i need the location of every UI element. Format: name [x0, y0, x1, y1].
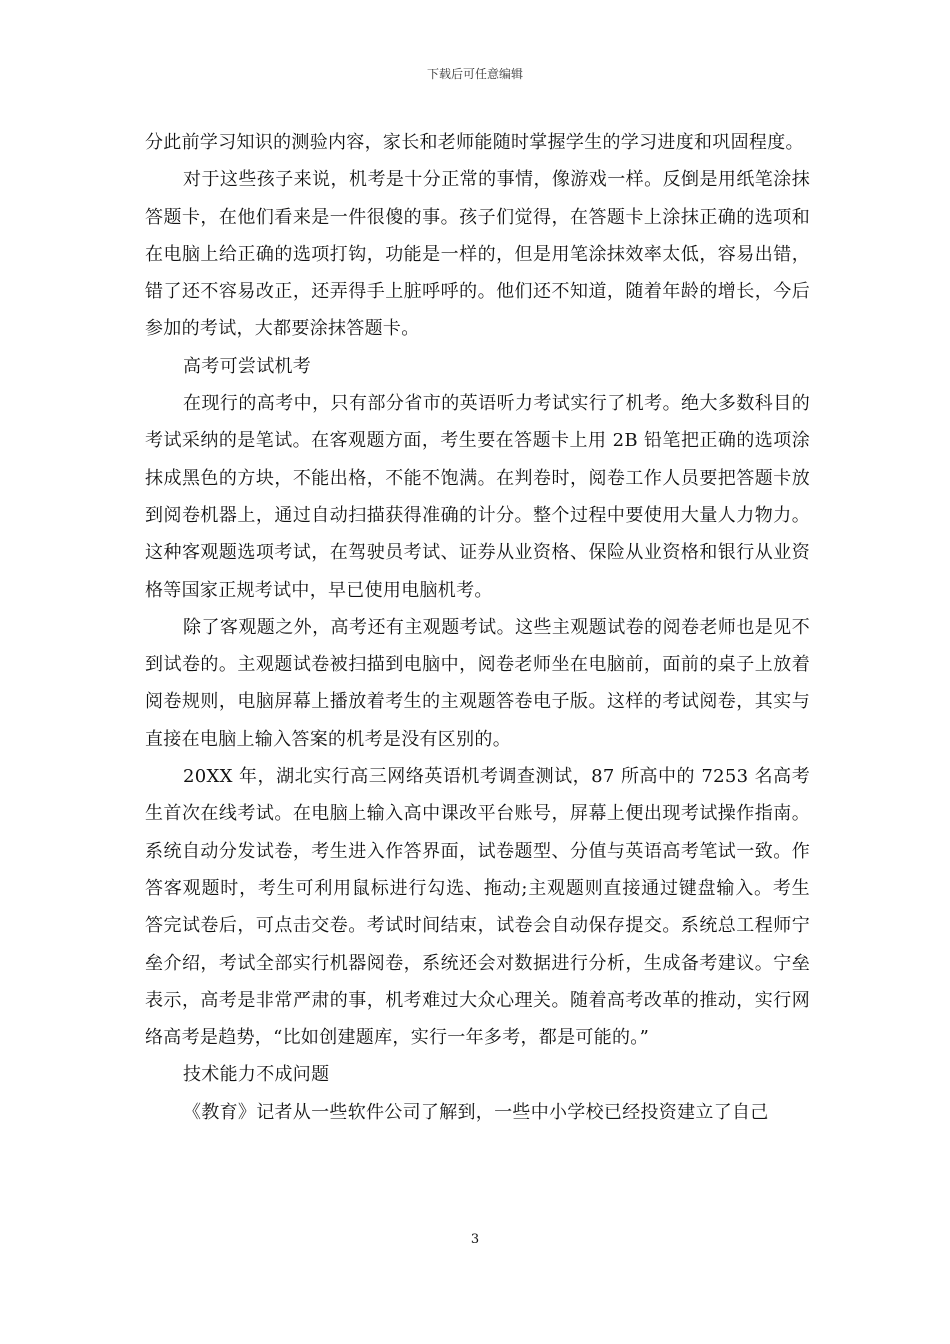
page-number: 3 [470, 1232, 480, 1247]
paragraph: 《教育》记者从一些软件公司了解到，一些中小学校已经投资建立了自己 [183, 1101, 769, 1123]
page-header: 下载后可任意编辑 [426, 67, 523, 81]
paragraph: 除了客观题之外，高考还有主观题考试。这些主观题试卷的阅卷老师也是见不到试卷的。主观题试卷被扫描到电脑中，阅卷老师坐在电脑前，面前的桌子上放着阅卷规则，电脑屏幕上播放着考生的主观题答卷电子版。这样的考试阅卷，其实与直接在电脑上输入答案的机考是没有区别的。 [145, 616, 810, 750]
paragraph: 分此前学习知识的测验内容，家长和老师能随时掌握学生的学习进度和巩固程度。 [145, 132, 804, 153]
paragraph: 在现行的高考中，只有部分省市的英语听力考试实行了机考。绝大多数科目的考试采纳的是笔试。在客观题方面，考生要在答题卡上用 2B 铅笔把正确的选项涂抹成黑色的方块，不能出格，不能不饱满。在判卷时，阅卷工作人员要把答题卡放到阅卷机器上，通过自动扫描获得准确的计分。整个过程中要使用大量人力物力。这种客观题选项考试，在驾驶员考试、证券从业资格、保险从业资格和银行从业资格等国家正规考试中，早已使用电脑机考。 [145, 393, 810, 601]
paragraph: 对于这些孩子来说，机考是十分正常的事情，像游戏一样。反倒是用纸笔涂抹答题卡，在他们看来是一件很傻的事。孩子们觉得，在答题卡上涂抹正确的选项和在电脑上给正确的选项打钩，功能是一样的，但是用笔涂抹效率太低，容易出错，错了还不容易改正，还弄得手上脏呼呼的。他们还不知道，随着年龄的增长，今后参加的考试，大都要涂抹答题卡。 [145, 169, 810, 340]
paragraph: 20XX 年，湖北实行高三网络英语机考调查测试，87 所高中的 7253 名高考生首次在线考试。在电脑上输入高中课改平台账号，屏幕上便出现考试操作指南。系统自动分发试卷，考生进入作答界面，试卷题型、分值与英语高考笔试一致。作答客观题时，考生可利用鼠标进行勾选、拖动;主观题则直接通过键盘输入。考生答完试卷后，可点击交卷。考试时间结束，试卷会自动保存提交。系统总工程师宁垒介绍，考试全部实行机器阅卷，系统还会对数据进行分析，生成备考建议。宁垒表示，高考是非常严肃的事，机考难过大众心理关。随着高考改革的推动，实行网络高考是趋势，“比如创建题库，实行一年多考，都是可能的。” [145, 766, 810, 1049]
section-heading: 高考可尝试机考 [183, 355, 312, 377]
document-body [145, 124, 810, 1131]
section-heading: 技术能力不成问题 [183, 1064, 330, 1086]
